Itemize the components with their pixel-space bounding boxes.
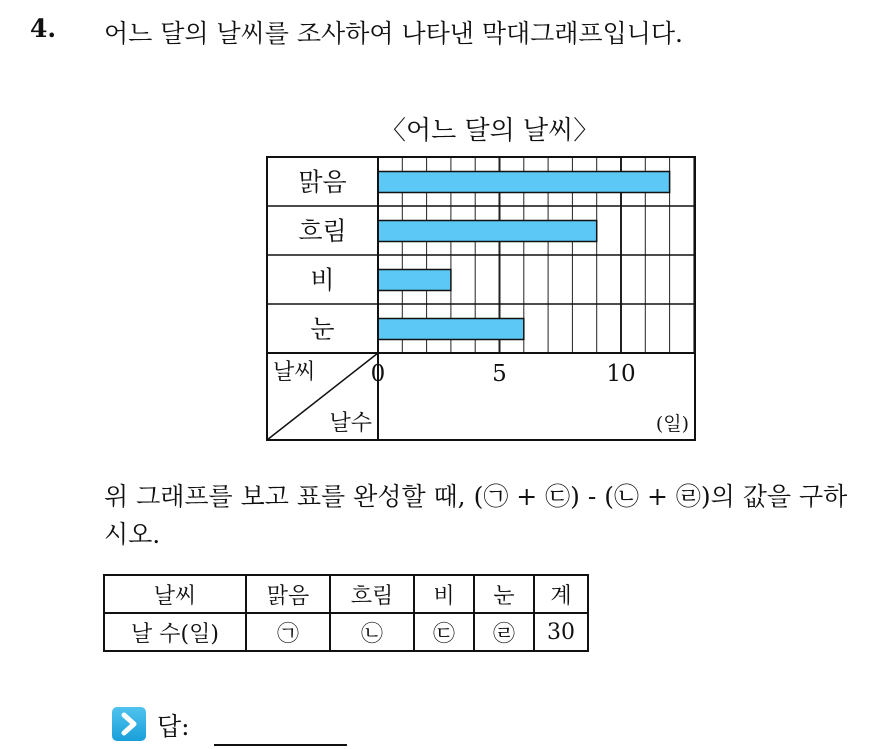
table-header-cell: 흐림 [330, 575, 414, 613]
category-label: 비 [310, 265, 335, 295]
instruction [104, 478, 847, 554]
tick-label: 5 [492, 361, 507, 387]
table-header-cell: 눈 [474, 575, 534, 613]
tick-label: 10 [606, 361, 636, 387]
instruction-line-2: 시오. [104, 520, 161, 549]
table-header-cell: 비 [414, 575, 474, 613]
unit-label: (일) [655, 413, 689, 435]
tick-label: 0 [370, 361, 386, 387]
corner-top-label: 날씨 [273, 360, 316, 385]
table-cell: 날 수(일) [104, 613, 246, 651]
table-cell: ㉡ [330, 613, 414, 651]
instruction-line-1: 위 그래프를 보고 표를 완성할 때, (㉠ + ㉢) - (㉡ + ㉣)의 값을 구하 [104, 482, 848, 511]
bar-1 [378, 172, 670, 193]
table-header-row [104, 575, 588, 613]
chart-frame [267, 157, 695, 440]
table-cell: ㉠ [246, 613, 330, 651]
table-cell: 30 [534, 613, 588, 651]
table-cell: ㉣ [474, 613, 534, 651]
table-row [104, 613, 588, 651]
table-header-cell: 날씨 [104, 575, 246, 613]
category-label: 맑음 [298, 167, 347, 197]
corner-bottom-label: 날수 [329, 411, 372, 436]
chevron-right-icon [112, 707, 146, 741]
bar-2 [378, 221, 597, 242]
table-header-cell: 맑음 [246, 575, 330, 613]
chart-title: 〈어느 달의 날씨〉 [380, 116, 600, 146]
bar-3 [378, 270, 451, 291]
problem-number: 4. [30, 14, 57, 43]
table-header-cell: 계 [534, 575, 588, 613]
answer-label: 답: [157, 712, 190, 741]
table-cell: ㉢ [414, 613, 474, 651]
count-table [103, 574, 589, 652]
answer-blank-line [214, 744, 347, 746]
category-label: 흐림 [298, 216, 347, 246]
bar-4 [378, 319, 524, 340]
problem-statement: 어느 달의 날씨를 조사하여 나타낸 막대그래프입니다. [104, 19, 683, 48]
category-label: 눈 [310, 314, 335, 344]
